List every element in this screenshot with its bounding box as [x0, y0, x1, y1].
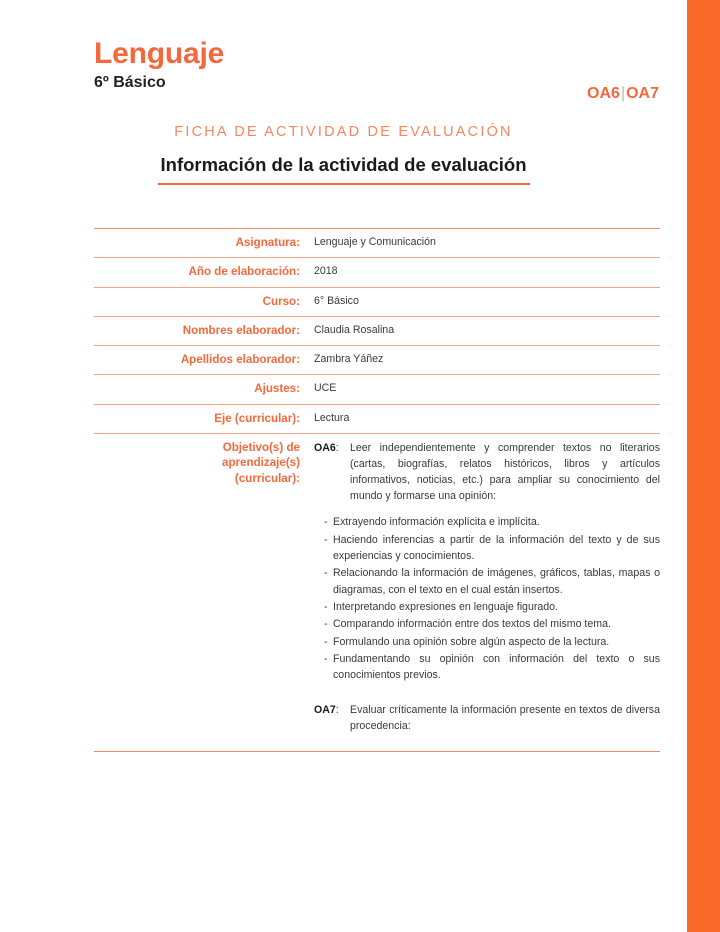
list-item: - Haciendo inferencias a partir de la información del texto y de sus experiencias y conocimientos.	[324, 532, 660, 565]
list-item: - Relacionando la información de imágenes, gráficos, tablas, mapas o diagramas, con el texto en el cual están insertos.	[324, 565, 660, 598]
row-label: Apellidos elaborador:	[180, 353, 300, 367]
objective-statement	[314, 440, 660, 504]
table-row	[94, 258, 660, 287]
list-item: - Fundamentando su opinión con información del texto o sus conocimientos previos.	[324, 651, 660, 684]
list-item: - Comparando información entre dos textos del mismo tema.	[324, 616, 660, 632]
title-block	[0, 124, 687, 185]
row-label: Ajustes:	[254, 382, 300, 396]
oa-code-left: OA6	[587, 85, 620, 102]
row-value: UCE	[314, 382, 337, 395]
row-value: Claudia Rosalina	[314, 323, 395, 336]
page-title-underline	[158, 154, 530, 185]
table-row	[94, 287, 660, 316]
table-row	[94, 316, 660, 345]
row-value: 2018	[314, 265, 338, 278]
objective-code-text: OA6	[314, 442, 336, 455]
oa-code-separator: |	[620, 85, 626, 102]
row-value: Lectura	[314, 411, 350, 424]
objective-code-colon: :	[335, 703, 339, 716]
row-label: Eje (curricular):	[214, 411, 300, 425]
objective-text: Evaluar críticamente la información presente en textos de diversa procedencia:	[350, 703, 660, 732]
objective-bullet-list	[324, 514, 660, 683]
objective-code-colon: :	[335, 442, 339, 455]
table-row	[94, 375, 660, 404]
eyebrow-text: FICHA DE ACTIVIDAD DE EVALUACIÓN	[174, 124, 513, 140]
table-row-objectives	[94, 434, 660, 752]
row-label: Asignatura:	[235, 236, 300, 249]
row-value: 6° Básico	[314, 294, 359, 307]
objectives-label-line-2: aprendizaje(s)	[222, 456, 300, 470]
grade-label: 6º Básico	[94, 74, 166, 92]
list-item: - Interpretando expresiones en lenguaje figurado.	[324, 599, 660, 615]
table-row	[94, 229, 660, 258]
table-body	[94, 229, 660, 752]
list-item: - Formulando una opinión sobre algún aspecto de la lectura.	[324, 634, 660, 650]
oa-code-right: OA7	[626, 85, 659, 102]
table-row	[94, 346, 660, 375]
objective-statement	[314, 702, 660, 734]
row-label: Curso:	[262, 294, 300, 308]
right-edge-accent-band	[687, 0, 720, 932]
objective-code-text: OA7	[314, 703, 336, 716]
objective-code	[314, 440, 339, 456]
page-title: Información de la actividad de evaluación	[160, 154, 527, 175]
objective-group-oa7	[314, 702, 660, 734]
row-value: Lenguaje y Comunicación	[314, 236, 436, 248]
activity-info-table	[94, 228, 660, 752]
subject-title: Lenguaje	[94, 37, 225, 70]
page-header	[94, 37, 659, 102]
oa-codes	[587, 85, 659, 103]
objectives-label	[94, 434, 314, 752]
objectives-label-line-3: (curricular):	[234, 471, 300, 485]
row-label: Nombres elaborador:	[182, 323, 300, 337]
objectives-label-line-1: Objetivo(s) de	[222, 441, 300, 455]
objective-text: Leer independientemente y comprender textos no literarios (cartas, biografías, relatos históricos, libros y artículos informativos, noticias, etc.) para ampliar su conocimiento del mundo y formarse una opinión:	[350, 442, 660, 503]
objective-code	[314, 702, 339, 718]
row-label: Año de elaboración:	[188, 265, 300, 279]
list-item: - Extrayendo información explícita e implícita.	[324, 514, 660, 530]
table-row	[94, 404, 660, 433]
objective-group-oa6	[314, 440, 660, 684]
row-value: Zambra Yáñez	[314, 353, 384, 366]
objectives-value	[314, 434, 660, 752]
objective-spacer	[314, 688, 660, 702]
